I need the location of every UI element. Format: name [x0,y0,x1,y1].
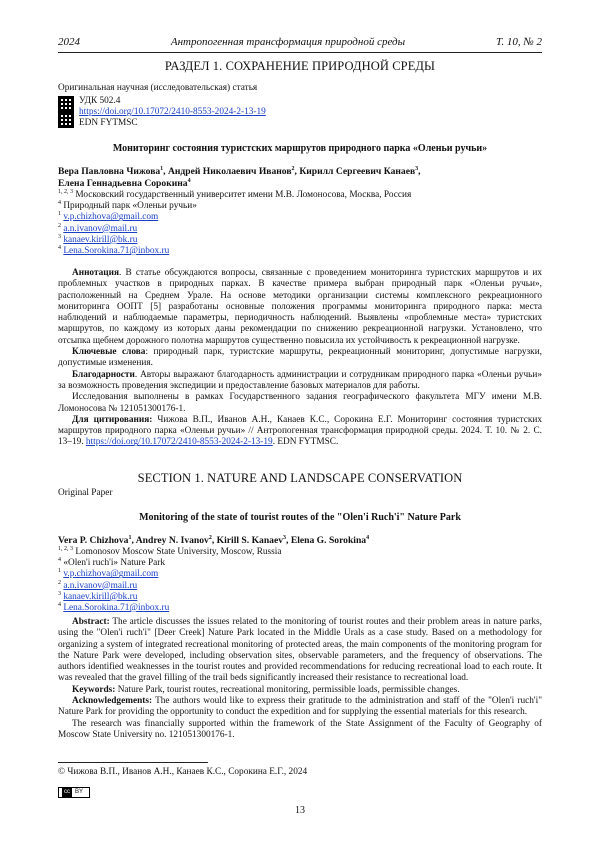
ru-affiliations [58,190,411,257]
en-affiliation: «Olen'i ruch'i» Nature Park [63,558,166,569]
author-sup: 4 [366,534,370,541]
en-abstract [58,617,542,685]
author-sup: 2 [291,165,295,172]
footnote-rule [58,762,208,763]
en-authors: Vera P. Chizhova$^1$, Andrey N. Ivanov$^2$, Kirill S. Kanaev$^3$, Elena G. Sorokina$^4$ [58,534,370,546]
email-link[interactable]: a.n.ivanov@mail.ru [63,580,138,591]
email-link[interactable]: kanaev.kirill@bk.ru [63,234,138,245]
ru-acknowledgements [58,370,542,393]
aff-sup: 4 [58,557,61,564]
ack-text: The authors would like to express their gratitude to the administration and staff of the "Olen'i ruch'i" Nature Park for providing the opportunity to conduct the expedition and for supplying the essential materials for this research. [58,696,542,718]
en-funding: The research was financially supported within the framework of the State Assignment of the Faculty of Geography of Moscow State University no. 121051300176-1. [58,718,542,740]
email-link[interactable]: v.p.chizhova@gmail.com [63,212,159,223]
cc-badge-label: cc [63,789,70,795]
qr-code-icon [58,96,74,128]
abstract-label: Аннотация [72,268,120,278]
running-header [58,36,542,48]
cite-text: Чижова В.П., Иванов А.Н., Канаев К.С., Сорокина Е.Г. Мониторинг состояния туристских маршрутов природного парка «Оленьи ручьи» // Антропогенная трансформация природной среды. 2024. Т. 10. № 2. С. 13–19. [58,414,543,448]
ru-edn: EDN FYTMSC [79,118,138,129]
email-link[interactable]: v.p.chizhova@gmail.com [63,569,159,580]
aff-sup: 4 [58,200,61,207]
abstract-text: . В статье обсуждаются вопросы, связанные с проведением мониторинга туристских маршрутов и их проблемных участков в природных парках. В качестве примера выбран природный парк «Оленьи ручьи», расположенный на Среднем Урале. На основе методики организации системы комплексного рекреационного мониторинга ООПТ [5] разработаны основные положения программы мониторинга природного парка: места наблюдений и наблюдаемые параметры, периодичность наблюдений. Выявлены «проблемные места» туристских маршрутов, по каждому из которых даны рекомендации по снижению рекреационной нагрузки. Установлено, что отсыпка щебнем дорожного полотна маршрутов существенно повысила их устойчивость к рекреационной нагрузке. [58,268,542,346]
ack-text: . Авторы выражают благодарность администрации и сотрудникам природного парка «Оленьи ручьи» за возможность проведения экспедиции и предоставление базовых материалов для работы. [58,369,542,391]
cc-by-license-icon[interactable] [58,780,90,798]
en-affiliation: Lomonosov Moscow State University, Moscow, Russia [75,547,282,557]
abstract-label: Abstract: [72,617,110,627]
ack-label: Благодарности [72,369,135,380]
ru-affiliation: Московский государственный университет имени М.В. Ломоносова, Москва, Россия [75,190,412,200]
ru-funding: Исследования выполнены в рамках Государственного задания географического факультета МГУ имени М.В. Ломоносова № 121051300176-1. [58,392,542,414]
page-number: 13 [295,805,305,816]
cite-doi-link[interactable]: https://doi.org/10.17072/2410-8553-2024-2-13-19 [85,437,273,448]
ru-authors-line-2 [58,178,191,189]
aff-sup: 1, 2, 3 [58,188,73,195]
en-paper-type: Original Paper [58,488,113,498]
en-keywords [58,685,542,696]
ru-authors-line-1: Вера Павловна Чижова$^1$, Андрей Николаевич Иванов$^2$, Кирилл Сергеевич Канаев$^3$, [58,165,421,177]
author-sup: 1 [160,165,164,172]
ru-author: Елена Геннадьевна Сорокина [58,178,188,189]
email-sup: 4 [58,601,61,608]
keywords-text: : природный парк, туристские маршруты, рекреационный мониторинг, допустимые нагрузки, допустимые изменения. [58,347,542,369]
en-author: Elena G. Sorokina [290,535,367,546]
email-sup: 1 [58,568,61,575]
email-sup: 1 [58,211,61,218]
ack-label: Acknowledgements: [72,696,153,707]
keywords-text: Nature Park, tourist routes, recreational monitoring, permissible loads, permissible changes. [115,684,460,695]
ru-keywords [58,347,542,370]
en-acknowledgements [58,696,542,719]
ru-udk: УДК 502.4 [79,96,121,106]
cite-tail: . EDN FYTMSC. [272,437,339,448]
ru-body [58,268,542,449]
ru-paper-type: Оригинальная научная (исследовательская) статья [58,83,258,93]
ru-author: Кирилл Сергеевич Канаев [299,166,416,177]
ru-author: Вера Павловна Чижова [58,166,161,177]
en-section-heading: SECTION 1. NATURE AND LANDSCAPE CONSERVATION [137,471,463,485]
en-author: Vera P. Chizhova [58,535,129,546]
ru-abstract [58,268,542,347]
email-sup: 3 [58,233,61,240]
ru-affiliation: Природный парк «Оленьи ручьи» [63,201,197,212]
cite-label: Для цитирования: [72,414,153,425]
ru-author: Андрей Николаевич Иванов [167,166,292,177]
en-author: Kirill S. Kanaev [216,535,284,546]
author-sup: 3 [283,534,287,541]
ru-section-heading: РАЗДЕЛ 1. СОХРАНЕНИЕ ПРИРОДНОЙ СРЕДЫ [164,59,436,73]
cc-badge-text: BY [74,789,83,795]
header-year: 2024 [58,36,80,48]
keywords-label: Ключевые слова [72,347,146,358]
en-body [58,617,542,741]
email-sup: 2 [58,222,61,229]
email-sup: 3 [58,590,61,597]
author-sup: 2 [208,534,212,541]
ru-doi-block [79,96,266,130]
en-author: Andrey N. Ivanov [135,535,209,546]
email-sup: 2 [58,579,61,586]
email-link[interactable]: Lena.Sorokina.71@inbox.ru [63,246,170,257]
en-affiliations [58,547,281,614]
email-sup: 4 [58,244,61,251]
author-sup: 1 [128,534,132,541]
ru-title: Мониторинг состояния туристских маршрутов природного парка «Оленьи ручьи» [112,143,488,154]
author-sup: 4 [187,177,191,184]
author-sup: 3 [415,165,419,172]
abstract-text: The article discusses the issues related to the monitoring of tourist routes and their problem areas in nature parks, using the "Olen'i ruch'i" [Deer Creek] Nature Park located in the Middle Urals as a case study. Based on a methodology for organizing a system of integrated recreational monitoring of protected areas, the main components of the monitoring program for the Nature Park were developed, including observation sites, observable parameters, and the frequency of observations. The authors identified weaknesses in the tourist routes and provided recommendations for reducing recreational load to each route. It was revealed that the gravel filling of the trail beds significantly increased their resistance to recreational load. [58,617,542,684]
ru-doi-link[interactable]: https://doi.org/10.17072/2410-8553-2024-2-13-19 [79,107,266,118]
email-link[interactable]: a.n.ivanov@mail.ru [63,223,138,234]
email-link[interactable]: kanaev.kirill@bk.ru [63,591,138,602]
aff-sup: 1, 2, 3 [58,545,73,552]
keywords-label: Keywords: [72,684,116,695]
header-volume: Т. 10, № 2 [495,36,542,48]
copyright-line: © Чижова В.П., Иванов А.Н., Канаев К.С., Сорокина Е.Г., 2024 [58,767,308,777]
header-rule [58,52,542,53]
en-title: Monitoring of the state of tourist routes of the "Olen'i Ruch'i" Nature Park [139,512,461,523]
ru-citation [58,415,542,449]
header-journal: Антропогенная трансформация природной среды [170,36,406,48]
email-link[interactable]: Lena.Sorokina.71@inbox.ru [63,603,170,614]
